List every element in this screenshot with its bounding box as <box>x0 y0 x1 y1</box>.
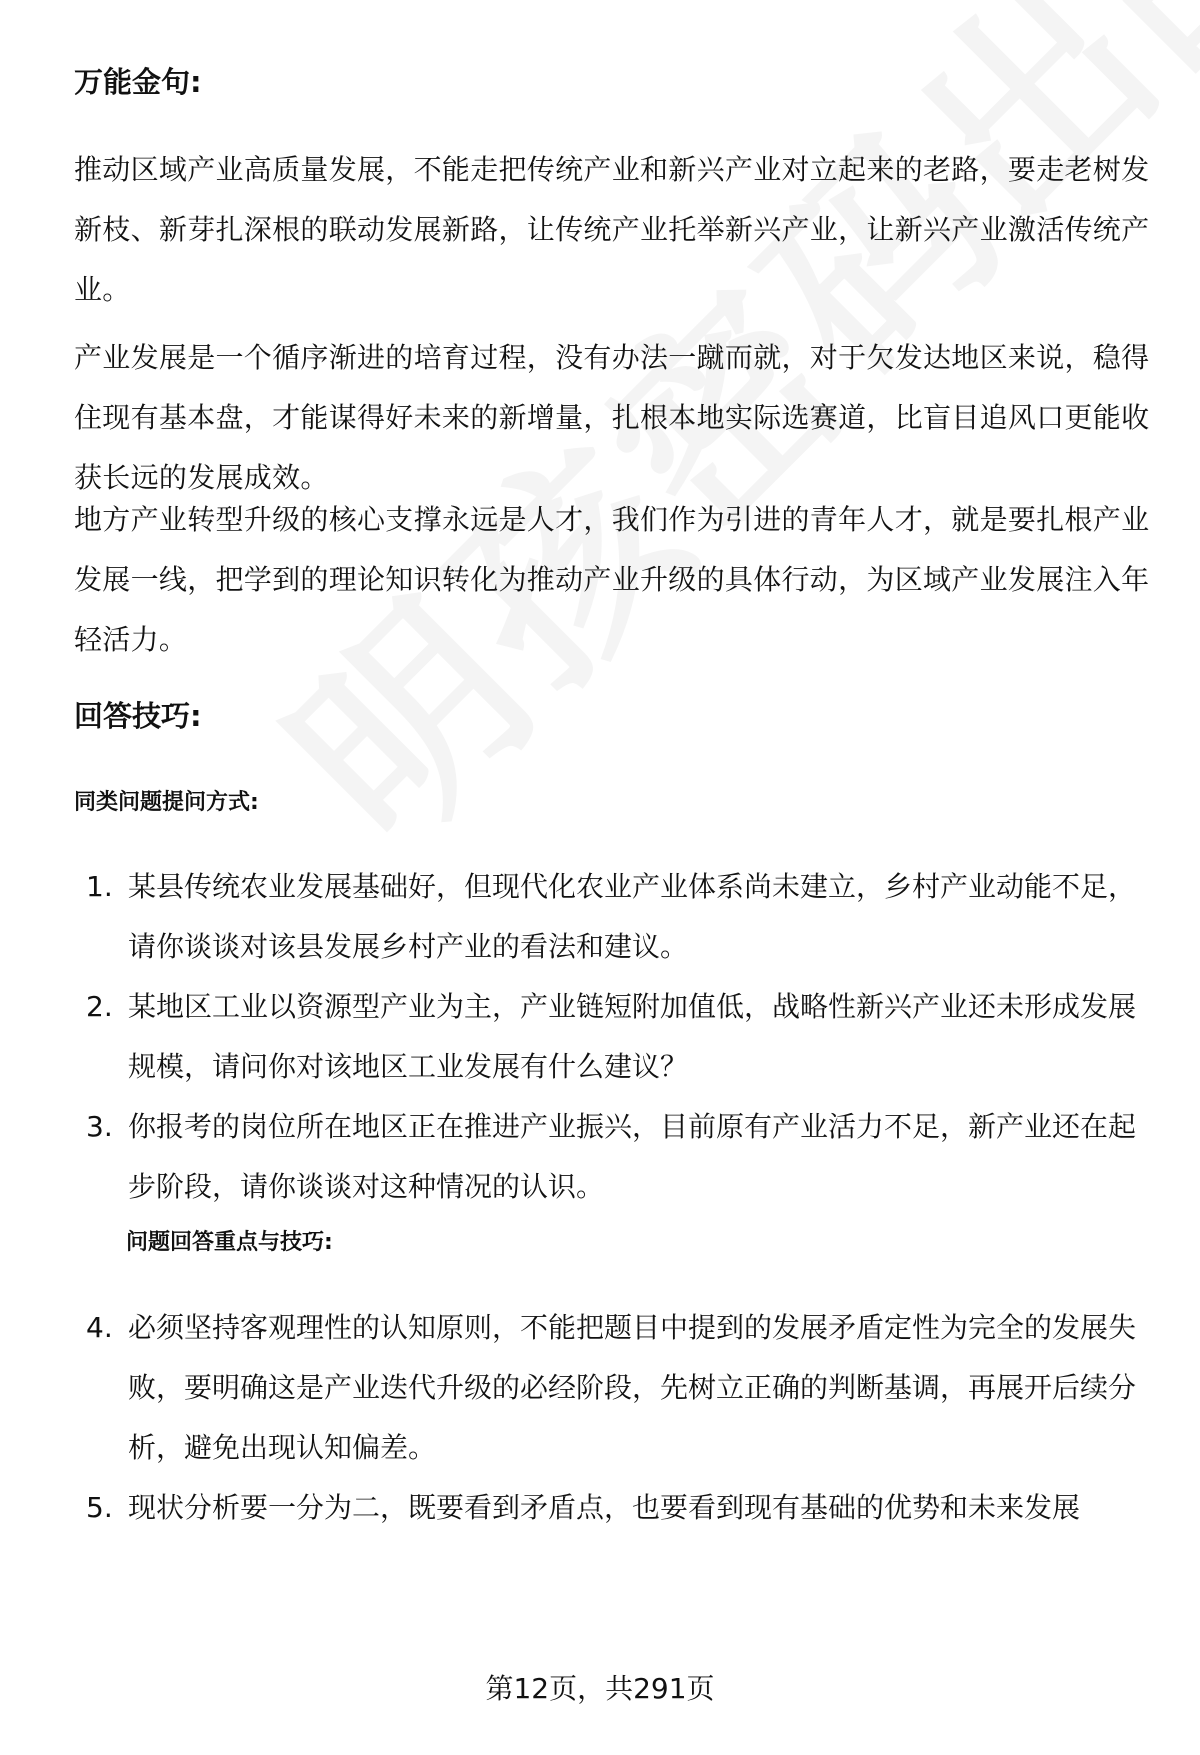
list-item <box>74 1478 1154 1538</box>
list-item-number: 5. <box>86 1491 113 1524</box>
list-item-text: 现状分析要一分为二，既要看到矛盾点，也要看到现有基础的优势和未来发展 <box>128 1491 1081 1524</box>
list-item-number: 4. <box>86 1311 113 1344</box>
page-number-footer: 第12页，共291页 <box>485 1672 715 1705</box>
list-item-number: 2. <box>86 990 113 1023</box>
list-item <box>74 1298 1154 1478</box>
section-heading-golden-sentences: 万能金句: <box>74 65 202 99</box>
list-item-text: 必须坚持客观理性的认知原则，不能把题目中提到的发展矛盾定性为完全的发展失败，要明确这是产业迭代升级的必经阶段，先树立正确的判断基调，再展开后续分析，避免出现认知偏差。 <box>128 1311 1137 1464</box>
list-item-number: 1. <box>86 870 113 903</box>
list-item <box>74 1097 1154 1217</box>
subheading-answer-key-points: 问题回答重点与技巧: <box>126 1230 333 1255</box>
list-item-text: 你报考的岗位所在地区正在推进产业振兴，目前原有产业活力不足，新产业还在起步阶段，请你谈谈对这种情况的认识。 <box>128 1110 1137 1203</box>
paragraph-2: 产业发展是一个循序渐进的培育过程，没有办法一蹴而就，对于欠发达地区来说，稳得住现有基本盘，才能谋得好未来的新增量，扎根本地实际选赛道，比盲目追风口更能收获长远的发展成效。 <box>74 341 1150 494</box>
similar-questions-list <box>74 857 1154 1217</box>
paragraph-3: 地方产业转型升级的核心支撑永远是人才，我们作为引进的青年人才，就是要扎根产业发展一线，把学到的理论知识转化为推动产业升级的具体行动，为区域产业发展注入年轻活力。 <box>74 503 1150 656</box>
answer-tips-list <box>74 1298 1154 1538</box>
paragraph-1: 推动区域产业高质量发展，不能走把传统产业和新兴产业对立起来的老路，要走老树发新枝、新芽扎深根的联动发展新路，让传统产业托举新兴产业，让新兴产业激活传统产业。 <box>74 153 1150 306</box>
list-item-number: 3. <box>86 1110 113 1143</box>
list-item-text: 某县传统农业发展基础好，但现代化农业产业体系尚未建立，乡村产业动能不足，请你谈谈对该县发展乡村产业的看法和建议。 <box>128 870 1137 963</box>
list-item-text: 某地区工业以资源型产业为主，产业链短附加值低，战略性新兴产业还未形成发展规模，请问你对该地区工业发展有什么建议？ <box>128 990 1137 1083</box>
section-heading-answer-tips: 回答技巧: <box>74 699 202 733</box>
list-item <box>74 977 1154 1097</box>
subheading-similar-questions: 同类问题提问方式: <box>74 790 259 815</box>
list-item <box>74 857 1154 977</box>
